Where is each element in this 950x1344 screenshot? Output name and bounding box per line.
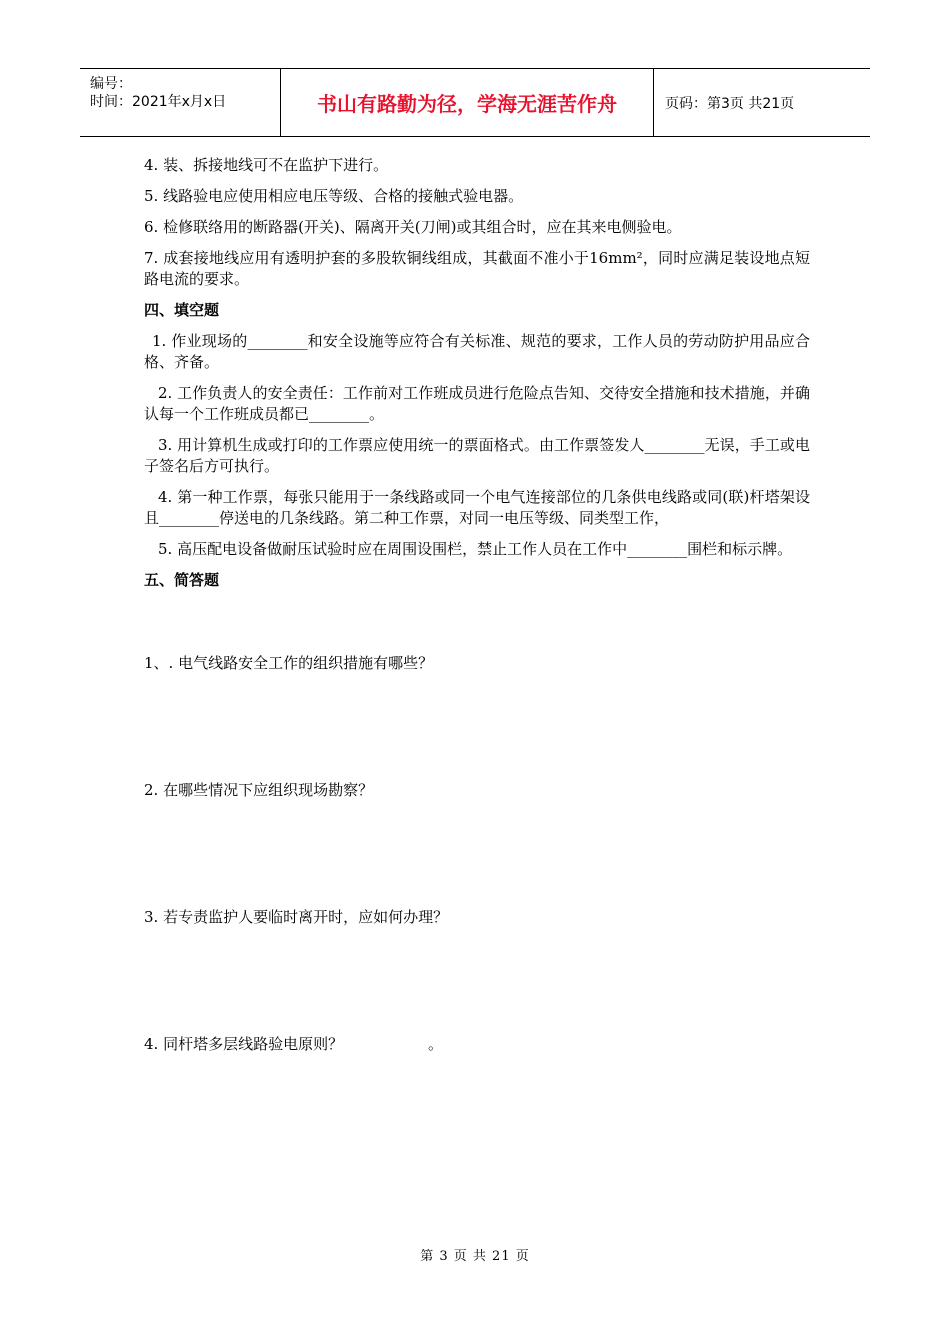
date-label: 时间：2021年x月x日 <box>90 94 227 110</box>
tf-item-5: 5. 线路验电应使用相应电压等级、合格的接触式验电器。 <box>144 187 524 205</box>
section-title-fill-blank: 四、填空题 <box>144 301 220 319</box>
section-title-short-answer: 五、简答题 <box>144 571 220 589</box>
document-body <box>144 155 810 601</box>
header-meta-cell <box>80 69 281 136</box>
header-page-info: 页码：第3页 共21页 <box>665 95 795 112</box>
short-question-1: 1、. 电气线路安全工作的组织措施有哪些？ <box>144 654 434 672</box>
fill-item-3: 3. 用计算机生成或打印的工作票应使用统一的票面格式。由工作票签发人________无误，手工或电子签名后方可执行。 <box>144 436 810 475</box>
fill-item-4: 4. 第一种工作票，每张只能用于一条线路或同一个电气连接部位的几条供电线路或同(联)杆塔架设且________停送电的几条线路。第二种工作票，对同一电压等级、同类型工作， <box>144 488 810 527</box>
short-question-4: 4. 同杆塔多层线路验电原则？ <box>144 1035 344 1053</box>
fill-item-1: 1. 作业现场的________和安全设施等应符合有关标准、规范的要求，工作人员的劳动防护用品应合格、齐备。 <box>144 332 810 371</box>
tf-item-4: 4. 装、拆接地线可不在监护下进行。 <box>144 156 389 174</box>
short-question-3: 3. 若专责监护人要临时离开时，应如何办理？ <box>144 908 449 926</box>
serial-label: 编号： <box>90 76 132 92</box>
fill-item-5: 5. 高压配电设备做耐压试验时应在周围设围栏，禁止工作人员在工作中________围栏和标示牌。 <box>158 540 793 558</box>
fill-item-2: 2. 工作负责人的安全责任：工作前对工作班成员进行危险点告知、交待安全措施和技术措施，并确认每一个工作班成员都已________。 <box>144 384 810 423</box>
question-4-trailing-mark: 。 <box>428 1035 444 1053</box>
tf-item-6: 6. 检修联络用的断路器(开关)、隔离开关(刀闸)或其组合时，应在其来电侧验电。 <box>144 218 682 236</box>
header-motto: 书山有路勤为径，学海无涯苦作舟 <box>281 69 654 136</box>
tf-item-7: 7. 成套接地线应用有透明护套的多股软铜线组成，其截面不准小于16mm²，同时应满足装设地点短路电流的要求。 <box>144 249 810 288</box>
page-header <box>80 68 870 137</box>
short-question-2: 2. 在哪些情况下应组织现场勘察？ <box>144 781 374 799</box>
page-footer: 第 3 页 共 21 页 <box>420 1249 530 1264</box>
